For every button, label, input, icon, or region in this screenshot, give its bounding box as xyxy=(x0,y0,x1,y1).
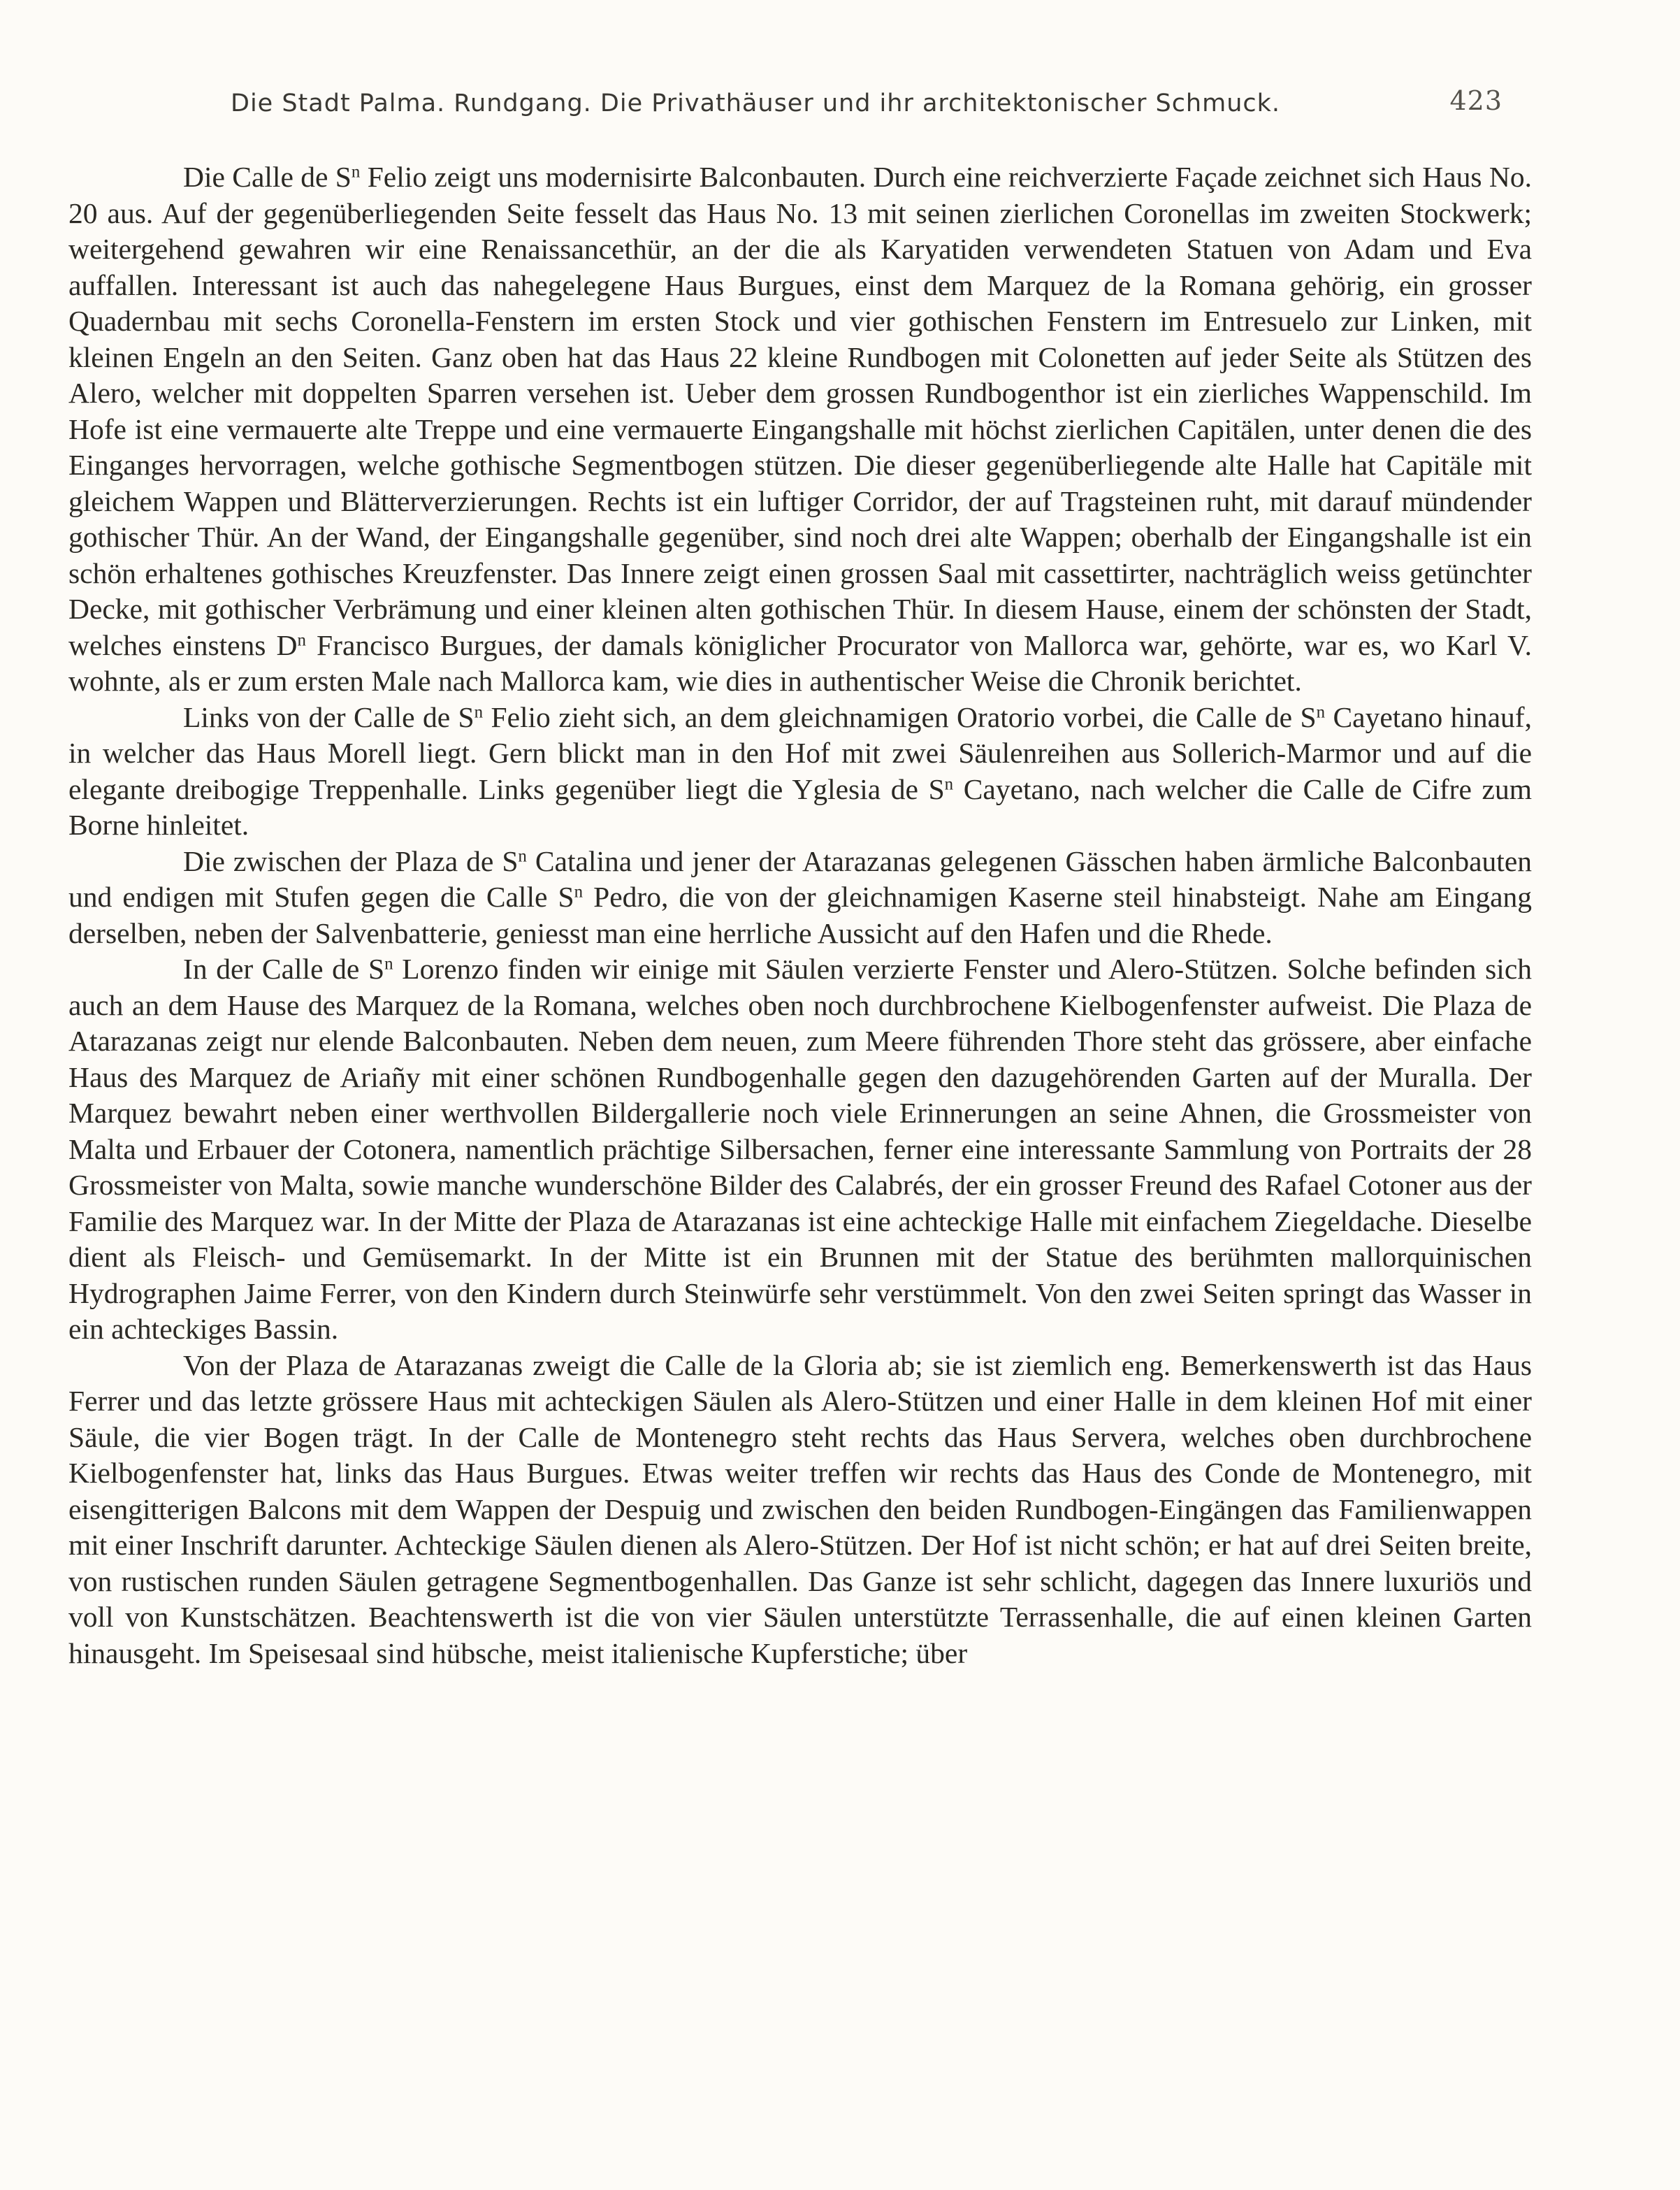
paragraph-1 xyxy=(68,159,1532,700)
text-run: Francisco Burgues, der damals königlicher Procurator von Mallorca war, gehörte, war es, wo Karl V. wohnte, als er zum ersten Male nach Mallorca kam, wie dies in authentischer Weise die Chronik berichtet. xyxy=(68,628,1532,697)
superscript: n xyxy=(518,846,527,865)
text-run: Die Calle de S xyxy=(183,161,352,193)
text-run: Cayetano hinauf, in welcher das Haus Morell liegt. Gern blickt man in den Hof mit zwei Säulenreihen aus Sollerich-Marmor und auf die elegante dreibogige Treppenhalle. Links gegenüber liegt die Yglesia de S xyxy=(68,700,1532,805)
text-run: In der Calle de S xyxy=(183,953,385,985)
page-number: 423 xyxy=(1449,85,1502,116)
body-text xyxy=(68,159,1532,1671)
text-run: Von der Plaza de Atarazanas zweigt die Calle de la Gloria ab; sie ist ziemlich eng. Bemerkenswerth ist das Haus Ferrer und das letzte grössere Haus mit achteckigen Säulen als Alero-Stützen und einer Halle in dem kleinen Hof mit einer Säule, die vier Bogen trägt. In der Calle de Montenegro steht rechts das Haus Servera, welches oben durchbrochene Kielbogenfenster hat, links das Haus Burgues. Etwas weiter treffen wir rechts das Haus des Conde de Montenegro, mit eisengitterigen Balcons mit dem Wappen der Despuig und zwischen den beiden Rundbogen-Eingängen das Familienwappen mit einer Inschrift darunter. Achteckige Säulen dienen als Alero-Stützen. Der Hof ist nicht schön; er hat auf drei Seiten breite, von rustischen runden Säulen getragene Segmentbogenhallen. Das Ganze ist sehr schlicht, dagegen das Innere luxuriös und voll von Kunstschätzen. Beachtenswerth ist die von vier Säulen unterstützte Terrassenhalle, die auf einen kleinen Garten hinausgeht. Im Speisesaal sind hübsche, meist italienische Kupferstiche; über xyxy=(68,1348,1532,1669)
text-run: Die zwischen der Plaza de S xyxy=(183,844,519,877)
superscript: n xyxy=(944,774,954,793)
superscript: n xyxy=(351,162,361,182)
text-run: Felio zieht sich, an dem gleichnamigen Oratorio vorbei, die Calle de S xyxy=(483,700,1317,733)
running-title: Die Stadt Palma. Rundgang. Die Privathäuser und ihr architektonischer Schmuck. xyxy=(231,89,1281,117)
text-run: Pedro, die von der gleichnamigen Kaserne steil hinabsteigt. Nahe am Eingang derselben, neben der Salvenbatterie, geniesst man eine herrliche Aussicht auf den Hafen und die Rhede. xyxy=(68,881,1532,949)
text-run: Links von der Calle de S xyxy=(183,700,475,733)
running-head xyxy=(231,85,1502,117)
text-run: Lorenzo finden wir einige mit Säulen verzierte Fenster und Alero-Stützen. Solche befinden sich auch an dem Hause des Marquez de la Romana, welches oben noch durchbrochene Kielbogenfenster aufweist. Die Plaza de Atarazanas zeigt nur elende Balconbauten. Neben dem neuen, zum Meere führenden Thore steht das grössere, aber einfache Haus des Marquez de Ariañy mit einer schönen Rundbogenhalle gegen den dazugehörenden Garten auf der Muralla. Der Marquez bewahrt neben einer werthvollen Bildergallerie noch viele Erinnerungen an seine Ahnen, die Grossmeister von Malta und Erbauer der Cotonera, namentlich prächtige Silbersachen, ferner eine interessante Sammlung von Portraits der 28 Grossmeister von Malta, sowie manche wunderschöne Bilder des Calabrés, der ein grosser Freund des Rafael Cotoner aus der Familie des Marquez war. In der Mitte der Plaza de Atarazanas ist eine achteckige Halle mit einfachem Ziegeldache. Dieselbe dient als Fleisch- und Gemüsemarkt. In der Mitte ist ein Brunnen mit der Statue des berühmten mallorquinischen Hydrographen Jaime Ferrer, von den Kindern durch Steinwürfe sehr verstümmelt. Von den zwei Seiten springt das Wasser in ein achteckiges Bassin. xyxy=(68,953,1533,1345)
text-run: Felio zeigt uns modernisirte Balconbauten. Durch eine reichverzierte Façade zeichnet sich Haus No. 20 aus. Auf der gegenüberliegenden Seite fesselt das Haus No. 13 mit seinen zierlichen Coronellas im zweiten Stockwerk; weitergehend gewahren wir eine Renaissancethür, an der die als Karyatiden verwendeten Statuen von Adam und Eva auffallen. Interessant ist auch das nahegelegene Haus Burgues, einst dem Marquez de la Romana gehörig, ein grosser Quadernbau mit sechs Coronella-Fenstern im ersten Stock und vier gothischen Fenstern im Entresuelo zur Linken, mit kleinen Engeln an den Seiten. Ganz oben hat das Haus 22 kleine Rundbogen mit Colonetten auf jeder Seite als Stützen des Alero, welcher mit doppelten Sparren versehen ist. Ueber dem grossen Rundbogenthor ist ein zierliches Wappenschild. Im Hofe ist eine vermauerte alte Treppe und eine vermauerte Eingangshalle mit höchst zierlichen Capitälen, unter denen die des Einganges hervorragen, welche gothische Segmentbogen stützen. Die dieser gegenüberliegende alte Halle hat Capitäle mit gleichem Wappen und Blätterverzierungen. Rechts ist ein luftiger Corridor, der auf Tragsteinen ruht, mit darauf mündender gothischer Thür. An der Wand, der Eingangshalle gegenüber, sind noch drei alte Wappen; oberhalb der Eingangshalle ist ein schön erhaltenes gothisches Kreuzfenster. Das Innere zeigt einen grossen Saal mit cassettirter, nachträglich weiss getünchter Decke, mit gothischer Verbrämung und einer kleinen alten gothischen Thür. In diesem Hause, einem der schönsten der Stadt, welches einstens D xyxy=(68,161,1532,661)
superscript: n xyxy=(574,882,584,902)
superscript: n xyxy=(1316,702,1326,721)
superscript: n xyxy=(384,954,393,974)
text-run: Cayetano, nach welcher die Calle de Cifre zum Borne hinleitet. xyxy=(68,772,1532,841)
paragraph-4 xyxy=(68,951,1532,1348)
superscript: n xyxy=(474,702,484,721)
superscript: n xyxy=(297,630,306,649)
paragraph-5 xyxy=(68,1348,1532,1672)
text-run: Catalina und jener der Atarazanas gelegenen Gässchen haben ärmliche Balconbauten und endigen mit Stufen gegen die Calle S xyxy=(68,844,1532,913)
paragraph-2 xyxy=(68,700,1532,844)
paragraph-3 xyxy=(68,844,1532,952)
